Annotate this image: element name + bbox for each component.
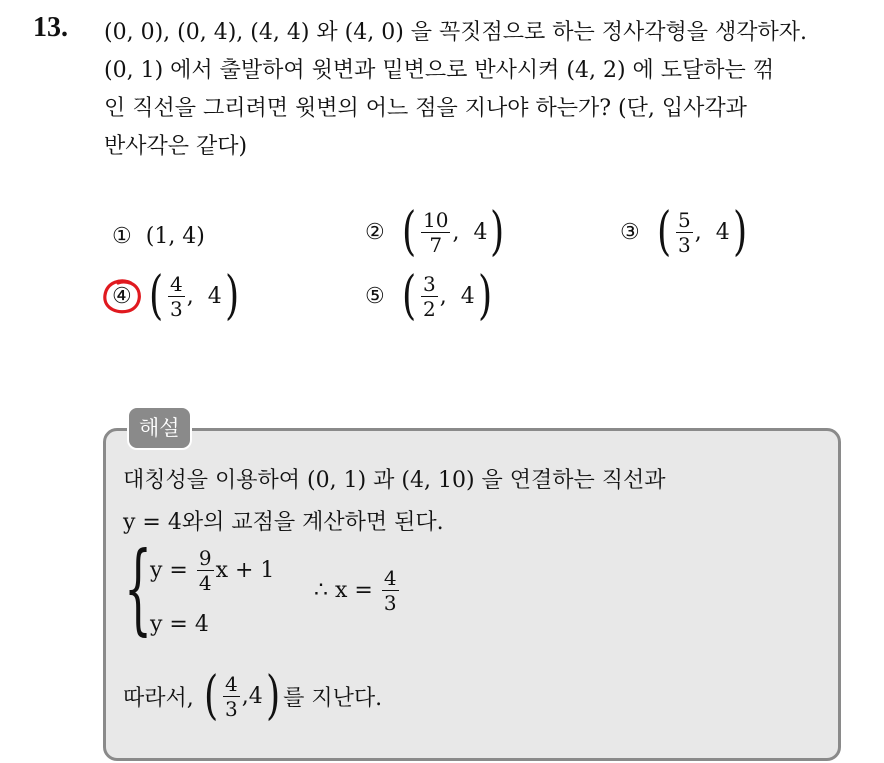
conclusion: 따라서, ( $\frac{4}{3}$ , 4 ) 를 지난다. <box>123 666 383 726</box>
option-number: ④ <box>112 283 132 309</box>
option-y: 4 <box>715 219 730 245</box>
option-fraction <box>676 207 693 257</box>
numerator: 10 <box>423 207 449 232</box>
therefore-result: ∴ x = $\frac{4}{3}$ <box>314 566 397 615</box>
option-y: 4 <box>207 283 222 309</box>
option-y: 4 <box>473 219 488 245</box>
question-line: 반사각은 같다) <box>104 134 248 159</box>
option-y: 4 <box>460 283 475 309</box>
result-fraction: $\frac{4}{3}$ <box>383 566 397 615</box>
left-brace: { <box>124 532 153 646</box>
option-1[interactable] <box>112 224 205 249</box>
equation-system <box>124 532 454 648</box>
denominator: 7 <box>429 232 443 257</box>
equation-fraction: $\frac{9}{4}$ <box>198 546 212 595</box>
option-fraction <box>421 207 450 257</box>
option-5[interactable]: ⑤ ( $\frac{3}{2}$ , 4 ) <box>365 266 493 326</box>
question-line: (0, 0), (0, 4), (4, 4) 와 (4, 0) 을 꼭짓점으로 하는 정사각형을 생각하자. <box>104 20 808 45</box>
question-line: 인 직선을 그리려면 윗변의 어느 점을 지나야 하는가? (단, 입사각과 <box>104 96 747 121</box>
question-text <box>104 14 864 166</box>
question-number: 13. <box>33 12 68 43</box>
option-3[interactable]: ③ ( $\frac{5}{3}$ , 4 ) <box>620 202 748 262</box>
equation-1: y = $\frac{9}{4}$ x + 1 <box>150 546 275 595</box>
numerator: 3 <box>423 271 436 296</box>
conclusion-fraction: $\frac{4}{3}$ <box>225 671 238 721</box>
question-line: (0, 1) 에서 출발하여 윗변과 밑변으로 반사시켜 (4, 2) 에 도달하는 꺾 <box>104 58 775 83</box>
option-number: ⑤ <box>365 283 385 309</box>
option-number: ② <box>365 219 385 245</box>
numerator: 5 <box>678 207 691 232</box>
equation-2: y = 4 <box>150 612 209 637</box>
denominator: 3 <box>170 296 183 321</box>
option-value: (1, 4) <box>145 224 205 249</box>
option-2[interactable]: ② ( $\frac{10}{7}$ , 4 ) <box>365 202 505 262</box>
option-number: ③ <box>620 219 640 245</box>
solution-tag: 해설 <box>127 406 192 450</box>
option-number: ① <box>112 224 132 249</box>
denominator: 2 <box>423 296 436 321</box>
numerator: 4 <box>170 271 183 296</box>
option-4[interactable]: ④ ( $\frac{4}{3}$ , 4 ) <box>112 266 240 326</box>
denominator: 3 <box>678 232 691 257</box>
option-fraction <box>168 271 185 321</box>
option-fraction <box>421 271 438 321</box>
solution-line-2: y = 4와의 교점을 계산하면 된다. <box>123 510 444 535</box>
solution-line-1: 대칭성을 이용하여 (0, 1) 과 (4, 10) 을 연결하는 직선과 <box>123 468 666 493</box>
